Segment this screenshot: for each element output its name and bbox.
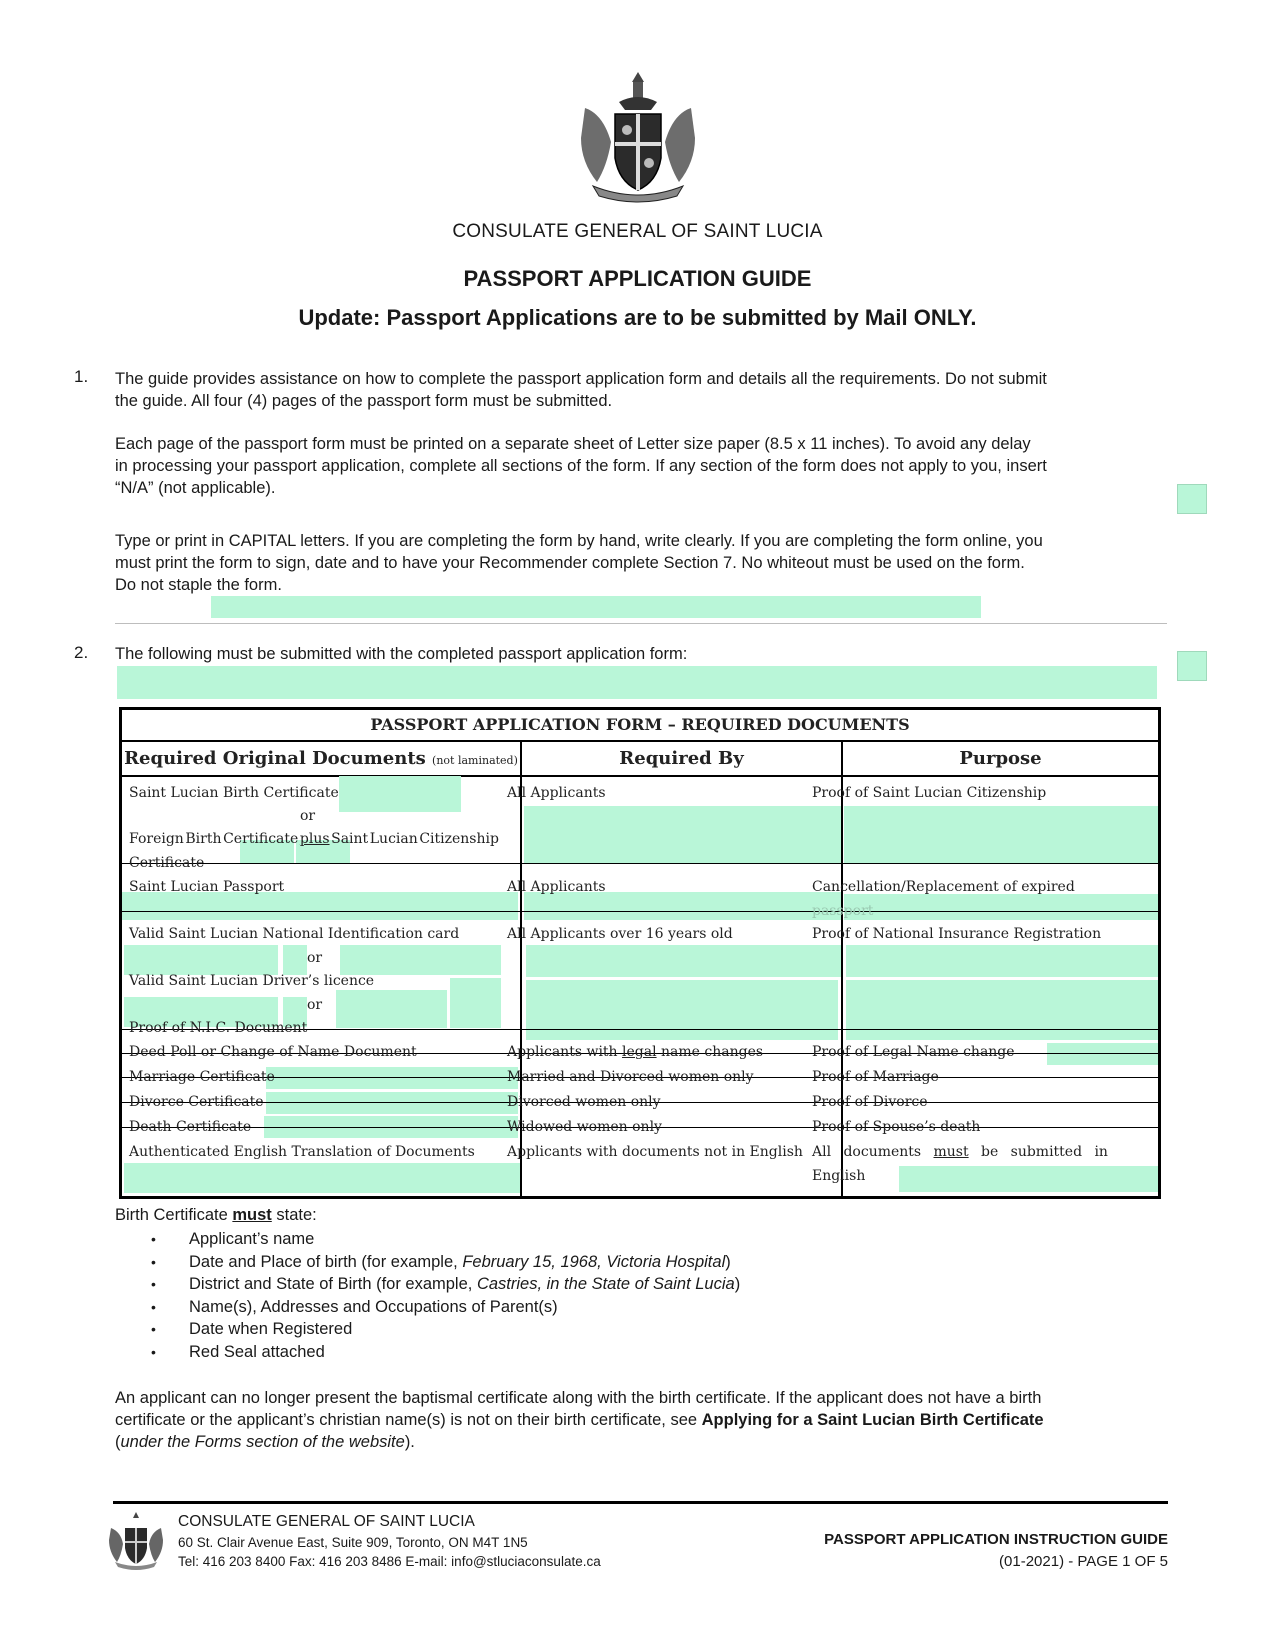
purpose: Proof of Divorce [812, 1094, 928, 1110]
doc-birth-certificate: Saint Lucian Birth Certificate [129, 785, 339, 801]
required-by: All Applicants [507, 785, 606, 801]
purpose: Proof of Spouse’s death [812, 1119, 981, 1135]
required-documents-table [119, 707, 1161, 1199]
required-by: Divorced women only [507, 1094, 661, 1110]
doc-marriage: Marriage Certificate [129, 1069, 275, 1085]
section2-intro: The following must be submitted with the completed passport application form: [115, 645, 688, 663]
doc-translation: Authenticated English Translation of Documents [129, 1144, 475, 1160]
consulate-heading: CONSULATE GENERAL OF SAINT LUCIA [452, 221, 823, 242]
section-divider [115, 623, 1167, 624]
purpose: Cancellation/Replacement of expired [812, 879, 1075, 895]
doc-deed-poll: Deed Poll or Change of Name Document [129, 1044, 417, 1060]
section1-paragraph-1: The guide provides assistance on how to complete the passport application form and details all the requirements. Do not submit the guide. All four (4) pages of the passport form must be submitted. [115, 370, 1047, 410]
purpose: All documents must be submitted in [812, 1144, 1108, 1160]
purpose: passport [812, 903, 874, 919]
doc-citizenship-certificate: Certificate [129, 855, 205, 871]
purpose: Proof of Marriage [812, 1069, 939, 1085]
column-header-required-by: Required By [522, 742, 841, 777]
footer-page-number: (01-2021) - PAGE 1 OF 5 [999, 1553, 1168, 1570]
footer-address: 60 St. Clair Avenue East, Suite 909, Toronto, ON M4T 1N5 [178, 1535, 528, 1550]
page-title: PASSPORT APPLICATION GUIDE [463, 266, 812, 291]
purpose: Proof of Saint Lucian Citizenship [812, 785, 1047, 801]
doc-drivers-licence: Valid Saint Lucian Driver’s licence [129, 973, 375, 989]
required-by: All Applicants over 16 years old [507, 926, 733, 942]
closing-paragraph: An applicant can no longer present the baptismal certificate along with the birth certificate. If the applicant does not have a birth certificate or the applicant’s christian name(s) is not on their birth certificate, see Applying for a Saint Lucian Birth Certificate (under the Forms section of the website). [115, 1389, 1044, 1451]
doc-death: Death Certificate [129, 1119, 252, 1135]
doc-foreign-birth-certificate: Foreign Birth Certificate plus Saint Lucian Citizenship [129, 831, 499, 847]
purpose: Proof of Legal Name change [812, 1044, 1015, 1060]
purpose: Proof of National Insurance Registration [812, 926, 1102, 942]
footer-guide-title: PASSPORT APPLICATION INSTRUCTION GUIDE [824, 1531, 1168, 1548]
footer-divider [113, 1501, 1168, 1504]
update-notice: Update: Passport Applications are to be submitted by Mail ONLY. [298, 305, 977, 330]
required-by: Applicants with documents not in English [507, 1144, 803, 1160]
section-number-2: 2. [74, 643, 89, 662]
purpose: English [812, 1168, 866, 1184]
section1-paragraph-2: Each page of the passport form must be printed on a separate sheet of Letter size paper (8.5 x 11 inches). To avoid any delay in processing your passport application, complete all sections of the form. If any section of the form does not apply to you, insert “N/A” (not applicable). [115, 435, 1047, 497]
or-label: or [307, 950, 323, 966]
section1-paragraph-3: Type or print in CAPITAL letters. If you are completing the form by hand, write clearly. If you are completing the form online, you must print the form to sign, date and to have your Recommender complete Section 7. No whiteout must be used on the form. Do not staple the form. [115, 532, 1043, 594]
table-title: PASSPORT APPLICATION FORM – REQUIRED DOCUMENTS [122, 710, 1158, 742]
doc-national-id: Valid Saint Lucian National Identification card [129, 926, 460, 942]
form-field-marker [1177, 484, 1207, 514]
form-field-marker [1177, 651, 1207, 681]
column-header-documents: Required Original Documents (not laminated) [122, 742, 520, 777]
form-field-highlight [117, 666, 1157, 699]
required-by: Applicants with legal name changes [507, 1044, 764, 1060]
doc-nic: Proof of N.I.C. Document [129, 1020, 308, 1036]
required-by: Married and Divorced women only [507, 1069, 754, 1085]
doc-passport: Saint Lucian Passport [129, 879, 285, 895]
footer-coat-of-arms-icon [105, 1510, 167, 1572]
or-label: or [307, 997, 323, 1013]
doc-divorce: Divorce Certificate [129, 1094, 264, 1110]
column-header-purpose: Purpose [843, 742, 1158, 777]
coat-of-arms-icon [567, 68, 709, 210]
or-label: or [300, 808, 316, 824]
required-by: Widowed women only [507, 1119, 662, 1135]
footer-consulate-name: CONSULATE GENERAL OF SAINT LUCIA [178, 1513, 475, 1530]
required-by: All Applicants [507, 879, 606, 895]
birth-cert-lead: Birth Certificate must state: [115, 1206, 317, 1224]
section-number-1: 1. [74, 367, 89, 386]
footer-contact: Tel: 416 203 8400 Fax: 416 203 8486 E-mail: info@stluciaconsulate.ca [178, 1554, 601, 1569]
form-field-highlight [211, 596, 981, 618]
